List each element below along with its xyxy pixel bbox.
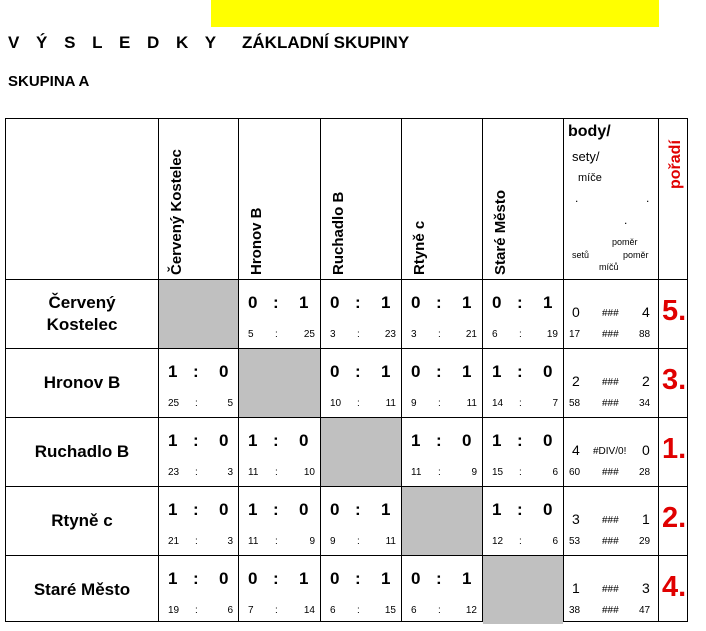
row-team-name: Rtyně c (51, 510, 113, 530)
column-header (401, 119, 482, 279)
row-team-name: Červený Kostelec (46, 292, 118, 334)
match-balls-home: 10 (330, 398, 342, 409)
match-score-colon: : (273, 500, 279, 519)
group-title: SKUPINA A (8, 73, 90, 90)
match-score-colon: : (436, 293, 442, 312)
match-score-away: 0 (219, 569, 229, 588)
match-balls-home: 23 (168, 467, 180, 478)
team-points: 2 (572, 373, 580, 389)
match-score-away: 0 (543, 362, 553, 381)
row-team-name: Ruchadlo B (34, 441, 130, 461)
team-balls-ratio: ### (602, 605, 619, 616)
match-score-colon: : (193, 362, 199, 381)
match-score-away: 1 (381, 362, 391, 381)
match-score-away: 1 (299, 293, 309, 312)
team-points: 0 (572, 304, 580, 320)
match-balls-home: 6 (411, 605, 417, 616)
match-balls-colon: : (195, 605, 198, 616)
match-balls-away: 21 (465, 329, 477, 340)
match-score-home: 0 (248, 569, 258, 588)
team-balls-won: 58 (569, 398, 581, 409)
column-header (482, 119, 563, 279)
match-balls-home: 21 (168, 536, 180, 547)
column-header-label: Hronov B (248, 207, 265, 275)
match-balls-away: 25 (303, 329, 315, 340)
match-score-colon: : (517, 362, 523, 381)
match-score-colon: : (436, 569, 442, 588)
match-balls-colon: : (195, 398, 198, 409)
match-score-colon: : (436, 362, 442, 381)
match-balls-away: 7 (552, 398, 558, 409)
match-score-away: 1 (462, 293, 472, 312)
team-points: 1 (572, 580, 580, 596)
team-rank: 5. (662, 295, 687, 327)
match-balls-away: 9 (309, 536, 315, 547)
match-balls-home: 3 (411, 329, 417, 340)
page-subtitle: ZÁKLADNÍ SKUPINY (242, 33, 410, 52)
match-balls-home: 12 (492, 536, 504, 547)
team-balls-won: 17 (569, 329, 581, 340)
match-balls-home: 14 (492, 398, 504, 409)
stats-header-dot: . (646, 191, 650, 205)
match-balls-home: 9 (411, 398, 417, 409)
match-score-colon: : (273, 293, 279, 312)
match-balls-home: 6 (330, 605, 336, 616)
match-balls-away: 5 (227, 398, 233, 409)
team-rank: 3. (662, 364, 687, 396)
team-sets-won: 2 (642, 373, 650, 389)
team-sets-won: 3 (642, 580, 650, 596)
blocked-cell (483, 556, 563, 624)
match-balls-away: 6 (552, 467, 558, 478)
match-score-home: 0 (248, 293, 258, 312)
team-balls-lost: 34 (639, 398, 651, 409)
match-score-home: 1 (168, 431, 178, 450)
match-balls-home: 6 (492, 329, 498, 340)
team-sets-won: 0 (642, 442, 650, 458)
team-sets-ratio: ### (602, 377, 619, 388)
column-header-label: Staré Město (492, 189, 509, 275)
team-balls-ratio: ### (602, 329, 619, 340)
match-score-away: 0 (219, 500, 229, 519)
match-balls-home: 11 (411, 467, 422, 478)
match-balls-home: 15 (492, 467, 504, 478)
match-score-colon: : (193, 569, 199, 588)
match-balls-home: 11 (248, 536, 259, 547)
match-balls-away: 11 (466, 398, 477, 409)
match-balls-colon: : (275, 329, 278, 340)
stats-header-sets: sety/ (572, 149, 600, 164)
match-score-home: 1 (492, 500, 502, 519)
match-score-away: 1 (462, 362, 472, 381)
team-balls-won: 53 (569, 536, 581, 547)
yellow-highlight-bar (211, 0, 659, 27)
team-sets-ratio: ### (602, 515, 619, 526)
team-balls-ratio: ### (602, 536, 619, 547)
column-header (238, 119, 320, 279)
match-balls-colon: : (195, 467, 198, 478)
match-balls-away: 11 (385, 536, 396, 547)
blocked-cell (321, 418, 401, 486)
stats-header-rank: pořadí (667, 140, 684, 189)
row-team-name: Hronov B (43, 372, 121, 392)
match-balls-away: 12 (465, 605, 477, 616)
match-score-colon: : (355, 569, 361, 588)
match-score-away: 0 (219, 431, 229, 450)
match-balls-colon: : (275, 536, 278, 547)
team-sets-won: 1 (642, 511, 650, 527)
blocked-cell (159, 280, 238, 348)
team-points: 4 (572, 442, 580, 458)
match-score-home: 0 (330, 569, 340, 588)
match-score-away: 1 (543, 293, 553, 312)
team-rank: 2. (662, 502, 687, 534)
column-header (158, 119, 238, 279)
team-balls-lost: 88 (639, 329, 651, 340)
match-score-away: 1 (381, 500, 391, 519)
match-score-away: 0 (543, 431, 553, 450)
match-score-colon: : (517, 431, 523, 450)
match-balls-colon: : (357, 329, 360, 340)
match-score-home: 0 (492, 293, 502, 312)
match-balls-away: 10 (303, 467, 315, 478)
match-balls-colon: : (357, 398, 360, 409)
team-sets-won: 4 (642, 304, 650, 320)
match-balls-colon: : (519, 398, 522, 409)
match-balls-away: 6 (227, 605, 233, 616)
match-score-colon: : (517, 500, 523, 519)
stats-header-points: body/ (568, 123, 611, 140)
match-balls-home: 3 (330, 329, 336, 340)
match-balls-home: 7 (248, 605, 254, 616)
match-balls-colon: : (275, 467, 278, 478)
match-balls-away: 15 (384, 605, 396, 616)
match-balls-away: 6 (552, 536, 558, 547)
match-score-home: 1 (168, 500, 178, 519)
match-balls-colon: : (519, 536, 522, 547)
match-score-home: 0 (411, 293, 421, 312)
match-score-colon: : (355, 362, 361, 381)
match-score-home: 1 (248, 431, 258, 450)
match-score-colon: : (517, 293, 523, 312)
team-points: 3 (572, 511, 580, 527)
match-score-home: 1 (492, 362, 502, 381)
page-title: V Ý S L E D K Y (8, 33, 223, 52)
match-score-away: 0 (299, 431, 309, 450)
match-balls-colon: : (275, 605, 278, 616)
team-balls-won: 60 (569, 467, 581, 478)
stats-header-dot: . (575, 191, 579, 205)
match-score-away: 1 (462, 569, 472, 588)
team-sets-ratio: ### (602, 584, 619, 595)
match-balls-colon: : (357, 536, 360, 547)
match-score-home: 0 (330, 362, 340, 381)
match-score-home: 0 (411, 569, 421, 588)
match-score-home: 1 (168, 362, 178, 381)
match-score-away: 0 (543, 500, 553, 519)
team-sets-ratio: ### (602, 308, 619, 319)
match-balls-away: 23 (384, 329, 396, 340)
match-score-colon: : (273, 569, 279, 588)
match-balls-colon: : (438, 398, 441, 409)
match-balls-colon: : (195, 536, 198, 547)
match-score-away: 0 (462, 431, 472, 450)
team-sets-ratio: #DIV/0! (593, 446, 627, 457)
match-balls-colon: : (519, 329, 522, 340)
match-balls-colon: : (357, 605, 360, 616)
row-team-name: Staré Město (33, 579, 131, 599)
match-score-home: 1 (168, 569, 178, 588)
match-balls-away: 14 (303, 605, 315, 616)
stats-header-balls-label: míčů (599, 262, 619, 272)
match-score-home: 1 (492, 431, 502, 450)
match-score-away: 0 (219, 362, 229, 381)
match-balls-away: 9 (471, 467, 477, 478)
match-score-away: 0 (299, 500, 309, 519)
match-balls-colon: : (438, 329, 441, 340)
column-header (320, 119, 401, 279)
match-score-home: 1 (411, 431, 421, 450)
match-score-home: 0 (411, 362, 421, 381)
match-balls-home: 19 (168, 605, 180, 616)
stats-header-dot: . (624, 213, 628, 227)
stats-header-balls-ratio: poměr (623, 250, 649, 260)
team-balls-won: 38 (569, 605, 581, 616)
results-table (5, 118, 688, 622)
team-balls-ratio: ### (602, 467, 619, 478)
match-balls-away: 3 (227, 467, 233, 478)
match-score-colon: : (273, 431, 279, 450)
match-balls-home: 11 (248, 467, 259, 478)
stats-header-sets-label: setů (572, 250, 590, 260)
match-score-away: 1 (381, 569, 391, 588)
match-score-colon: : (193, 500, 199, 519)
match-score-home: 0 (330, 500, 340, 519)
match-score-colon: : (355, 500, 361, 519)
match-balls-away: 3 (227, 536, 233, 547)
match-balls-home: 9 (330, 536, 336, 547)
blocked-cell (402, 487, 482, 555)
match-balls-home: 25 (168, 398, 180, 409)
column-header-label: Červený Kostelec (168, 149, 185, 275)
match-balls-colon: : (438, 605, 441, 616)
team-rank: 4. (662, 571, 687, 603)
match-score-home: 0 (330, 293, 340, 312)
column-header-label: Ruchadlo B (330, 191, 347, 275)
match-balls-colon: : (519, 467, 522, 478)
match-score-colon: : (355, 293, 361, 312)
grid-vline (658, 119, 659, 621)
match-score-away: 1 (381, 293, 391, 312)
match-score-colon: : (193, 431, 199, 450)
match-score-home: 1 (248, 500, 258, 519)
team-balls-ratio: ### (602, 398, 619, 409)
stats-header-sets-ratio: poměr (612, 237, 638, 247)
column-header-label: Rtyně c (411, 220, 428, 275)
stats-header-balls: míče (578, 172, 602, 184)
match-balls-away: 11 (385, 398, 396, 409)
team-balls-lost: 29 (639, 536, 651, 547)
team-balls-lost: 28 (639, 467, 651, 478)
match-score-colon: : (436, 431, 442, 450)
match-balls-colon: : (438, 467, 441, 478)
grid-vline (563, 119, 564, 621)
match-balls-away: 19 (546, 329, 558, 340)
match-balls-home: 5 (248, 329, 254, 340)
team-balls-lost: 47 (639, 605, 651, 616)
blocked-cell (239, 349, 320, 417)
team-rank: 1. (662, 433, 687, 465)
match-score-away: 1 (299, 569, 309, 588)
